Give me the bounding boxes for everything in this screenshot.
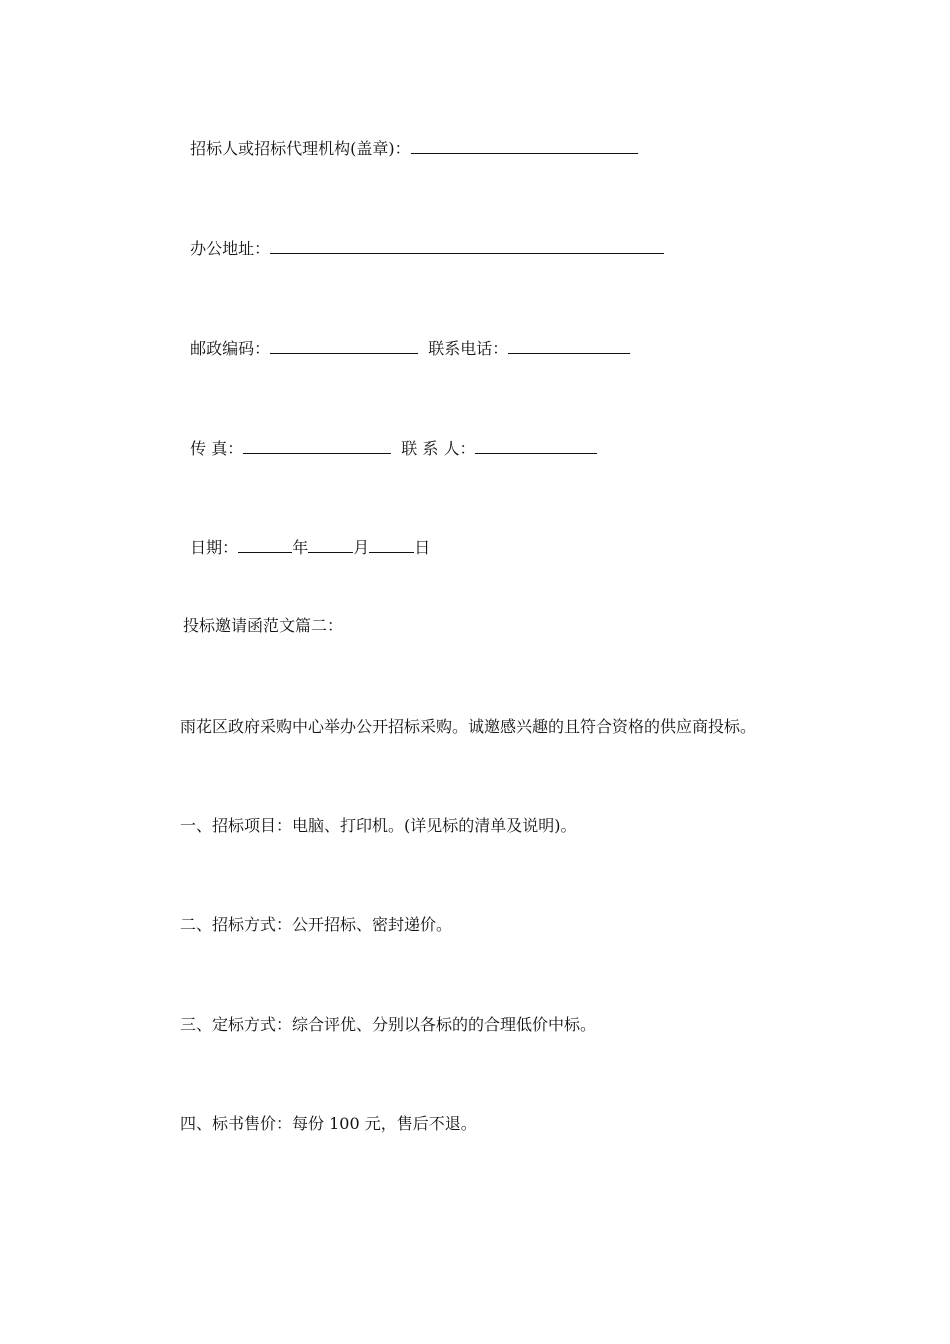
address-label: 办公地址： — [190, 239, 271, 258]
date-label: 日期： — [190, 538, 239, 557]
list-item: 四、标书售价：每份 100 元，售后不退。 — [180, 1114, 477, 1133]
phone-label: 联系电话： — [428, 339, 509, 358]
address-row — [180, 218, 664, 259]
month-label: 月 — [353, 538, 370, 557]
fax-blank — [243, 438, 391, 454]
section-heading: 投标邀请函范文篇二： — [183, 616, 344, 635]
postcode-blank — [270, 338, 418, 354]
fax-label: 传 真： — [190, 439, 244, 458]
phone-blank — [508, 338, 630, 354]
postcode-label: 邮政编码： — [190, 339, 271, 358]
contact-label: 联 系 人： — [401, 439, 476, 458]
date-row — [180, 517, 430, 558]
address-blank — [270, 238, 664, 254]
contact-blank — [475, 438, 597, 454]
list-item: 一、招标项目：电脑、打印机。(详见标的清单及说明)。 — [180, 816, 577, 835]
year-blank — [238, 537, 292, 553]
fax-contact-row — [180, 418, 597, 459]
day-label: 日 — [414, 538, 431, 557]
year-label: 年 — [292, 538, 309, 557]
bidder-blank — [411, 138, 638, 154]
list-item: 三、定标方式：综合评优、分别以各标的的合理低价中标。 — [180, 1015, 597, 1034]
bidder-label: 招标人或招标代理机构(盖章)： — [190, 139, 411, 158]
month-blank — [308, 537, 353, 553]
list-item: 二、招标方式：公开招标、密封递价。 — [180, 915, 453, 934]
bidder-row — [180, 118, 638, 159]
day-blank — [369, 537, 414, 553]
postcode-phone-row — [180, 318, 630, 359]
intro-paragraph: 雨花区政府采购中心举办公开招标采购。诚邀感兴趣的且符合资格的供应商投标。 — [180, 717, 757, 736]
